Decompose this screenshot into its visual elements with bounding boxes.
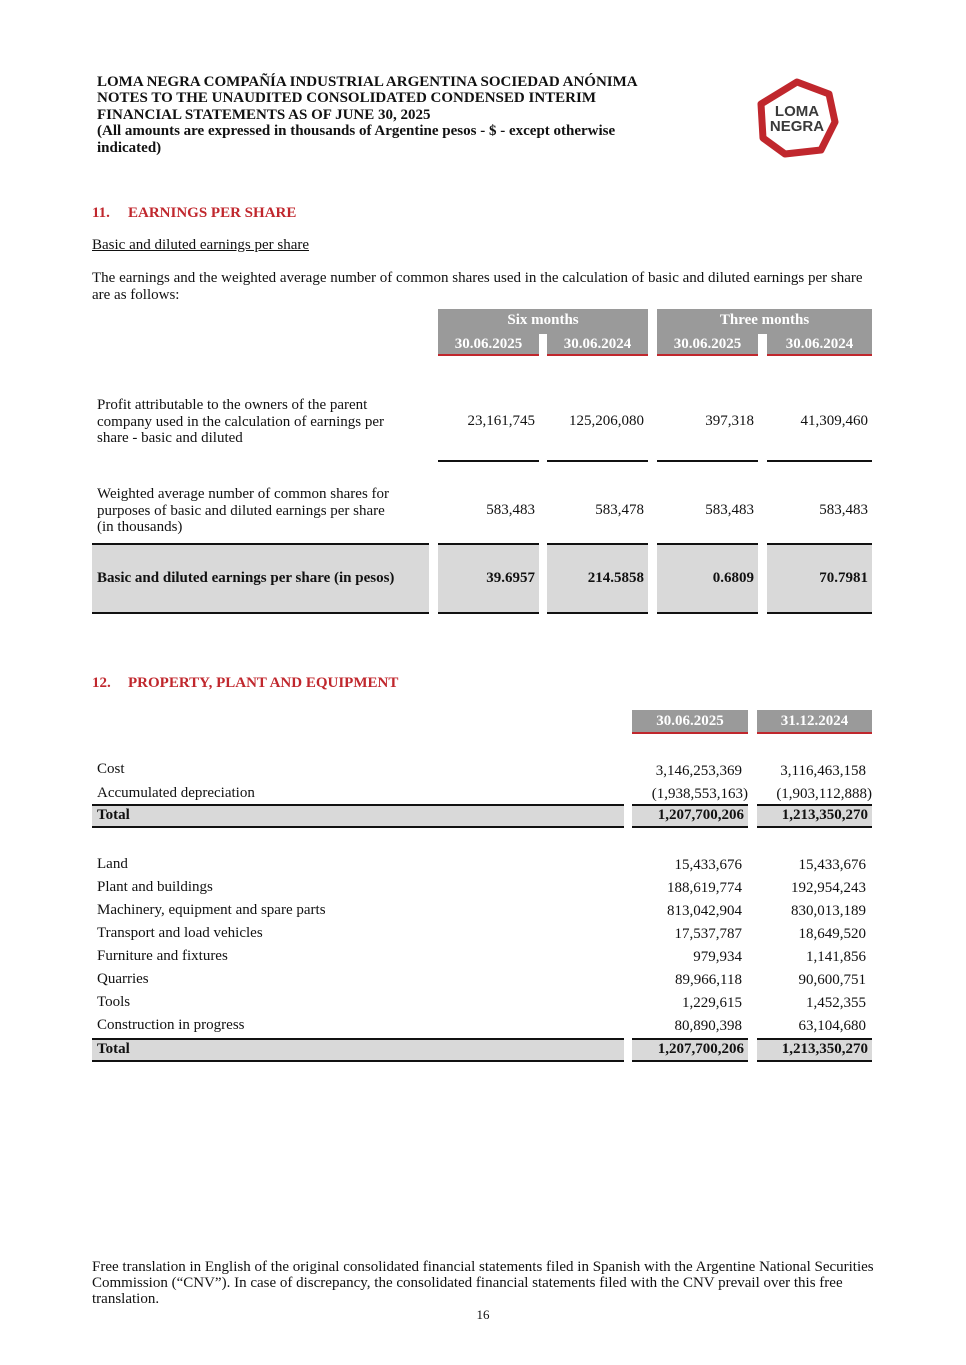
- divider: [767, 612, 872, 614]
- section-number: 12.: [92, 675, 111, 691]
- column-header: 30.06.2025: [657, 334, 758, 356]
- divider: [757, 804, 872, 806]
- divider: [547, 612, 648, 614]
- ppe-cell: 1,141,856: [806, 949, 866, 965]
- section-11-subtitle: Basic and diluted earnings per share: [92, 237, 310, 253]
- divider: [757, 826, 872, 828]
- label-line: share - basic and diluted: [97, 430, 243, 446]
- ppe-cell: 813,042,904: [667, 903, 742, 919]
- divider: [92, 804, 624, 806]
- section-title-text: PROPERTY, PLANT AND EQUIPMENT: [128, 675, 399, 691]
- eps-cell: 125,206,080: [569, 413, 644, 429]
- ppe-total-cell: 1,207,700,206: [657, 1041, 744, 1057]
- divider: [657, 460, 758, 462]
- ppe-total-cell: 1,207,700,206: [657, 807, 744, 823]
- eps-cell: 583,478: [595, 502, 644, 518]
- ppe-row-label: Quarries: [97, 971, 149, 987]
- divider: [657, 612, 758, 614]
- column-header: 30.06.2024: [547, 334, 648, 356]
- ppe-cell: 18,649,520: [798, 926, 866, 942]
- total-shade: [92, 1039, 624, 1061]
- divider: [92, 1060, 624, 1062]
- page-number: 16: [476, 1307, 490, 1322]
- divider: [547, 460, 648, 462]
- ppe-cell: 1,452,355: [806, 995, 866, 1011]
- divider: [767, 460, 872, 462]
- ppe-total-label: Total: [97, 1041, 130, 1057]
- divider: [757, 1060, 872, 1062]
- ppe-cell: 192,954,243: [791, 880, 866, 896]
- divider: [547, 543, 648, 545]
- section-11-title: [92, 205, 296, 222]
- ppe-cell: 3,116,463,158: [780, 763, 866, 779]
- eps-cell: 23,161,745: [467, 413, 535, 429]
- eps-cell: 583,483: [705, 502, 754, 518]
- label-line: Profit attributable to the owners of the parent: [97, 397, 368, 413]
- ppe-cell: 80,890,398: [674, 1018, 742, 1034]
- divider: [632, 1038, 748, 1040]
- ppe-row-label: Cost: [97, 761, 125, 777]
- ppe-cell: 90,600,751: [798, 972, 866, 988]
- document-header: [97, 74, 697, 156]
- ppe-row-label: Land: [97, 856, 128, 872]
- ppe-cell: 979,934: [693, 949, 742, 965]
- divider: [632, 1060, 748, 1062]
- ppe-cell: 89,966,118: [675, 972, 742, 988]
- eps-cell: 41,309,460: [800, 413, 868, 429]
- logo-text-top: LOMA: [774, 103, 820, 120]
- divider: [767, 543, 872, 545]
- eps-total-cell: 70.7981: [819, 570, 868, 586]
- group-header-three-months: Three months: [657, 309, 872, 334]
- ppe-row-label: Plant and buildings: [97, 879, 213, 895]
- ppe-total-label: Total: [97, 807, 130, 823]
- ppe-row-label: Transport and load vehicles: [97, 925, 263, 941]
- ppe-cell: 15,433,676: [674, 857, 742, 873]
- header-line: (All amounts are expressed in thousands of Argentine pesos - $ - except otherwise: [97, 123, 616, 140]
- column-header: 30.06.2025: [438, 334, 539, 356]
- footer-disclaimer: Free translation in English of the original consolidated financial statements filed in Spanish with the Argentine National Securities Commission (“CNV”). In case of discrepancy, the consolidated financial statements filed with the CNV prevail over this free translation.: [92, 1259, 874, 1307]
- eps-total-cell: 214.5858: [587, 570, 644, 586]
- eps-total-cell: 39.6957: [486, 570, 535, 586]
- logo-text-bottom: NEGRA: [769, 118, 825, 135]
- header-line: LOMA NEGRA COMPAÑÍA INDUSTRIAL ARGENTINA SOCIEDAD ANÓNIMA: [97, 74, 638, 90]
- label-line: purposes of basic and diluted earnings per share: [97, 502, 385, 519]
- divider: [438, 460, 539, 462]
- divider: [92, 1038, 624, 1040]
- ppe-cell: (1,938,553,163): [651, 786, 748, 802]
- header-line: indicated): [97, 139, 162, 156]
- ppe-cell: 188,619,774: [667, 880, 742, 896]
- divider: [632, 804, 748, 806]
- eps-row-label: [97, 397, 384, 447]
- column-header: 31.12.2024: [757, 710, 872, 734]
- divider: [632, 826, 748, 828]
- ppe-cell: (1,903,112,888): [776, 786, 872, 802]
- section-12-title: [92, 675, 398, 692]
- eps-total-cell: 0.6809: [712, 570, 754, 586]
- header-line: FINANCIAL STATEMENTS AS OF JUNE 30, 2025: [97, 106, 431, 123]
- header-line: NOTES TO THE UNAUDITED CONSOLIDATED CONDENSED INTERIM: [97, 90, 596, 107]
- loma-negra-logo: [755, 78, 839, 158]
- ppe-row-label: Machinery, equipment and spare parts: [97, 902, 326, 918]
- group-header-six-months: Six months: [438, 309, 648, 334]
- divider: [92, 543, 429, 545]
- label-line: company used in the calculation of earnings per: [97, 413, 384, 430]
- ppe-row-label: Tools: [97, 994, 131, 1010]
- section-number: 11.: [92, 205, 110, 221]
- total-shade: [92, 805, 624, 827]
- divider: [657, 543, 758, 545]
- column-header: 30.06.2025: [632, 710, 748, 734]
- ppe-row-label: Accumulated depreciation: [97, 785, 255, 801]
- divider: [438, 543, 539, 545]
- eps-cell: 397,318: [705, 413, 754, 429]
- ppe-row-label: Construction in progress: [97, 1017, 245, 1033]
- label-line: Weighted average number of common shares for: [97, 486, 390, 502]
- section-11-intro: The earnings and the weighted average number of common shares used in the calculation of basic and diluted earnings per share are as follows:: [92, 270, 863, 303]
- ppe-cell: 15,433,676: [798, 857, 866, 873]
- divider: [92, 612, 429, 614]
- ppe-cell: 830,013,189: [791, 903, 866, 919]
- ppe-total-cell: 1,213,350,270: [781, 1041, 868, 1057]
- ppe-total-cell: 1,213,350,270: [781, 807, 868, 823]
- eps-cell: 583,483: [819, 502, 868, 518]
- eps-cell: 583,483: [486, 502, 535, 518]
- divider: [757, 1038, 872, 1040]
- divider: [438, 612, 539, 614]
- ppe-cell: 3,146,253,369: [655, 763, 742, 779]
- ppe-cell: 1,229,615: [682, 995, 742, 1011]
- ppe-cell: 63,104,680: [798, 1018, 866, 1034]
- column-header: 30.06.2024: [767, 334, 872, 356]
- eps-total-label: Basic and diluted earnings per share (in pesos): [97, 570, 395, 586]
- ppe-row-label: Furniture and fixtures: [97, 948, 228, 964]
- ppe-cell: 17,537,787: [674, 926, 742, 942]
- divider: [92, 826, 624, 828]
- section-title-text: EARNINGS PER SHARE: [128, 205, 297, 221]
- label-line: (in thousands): [97, 519, 183, 535]
- eps-row-label: [97, 486, 389, 536]
